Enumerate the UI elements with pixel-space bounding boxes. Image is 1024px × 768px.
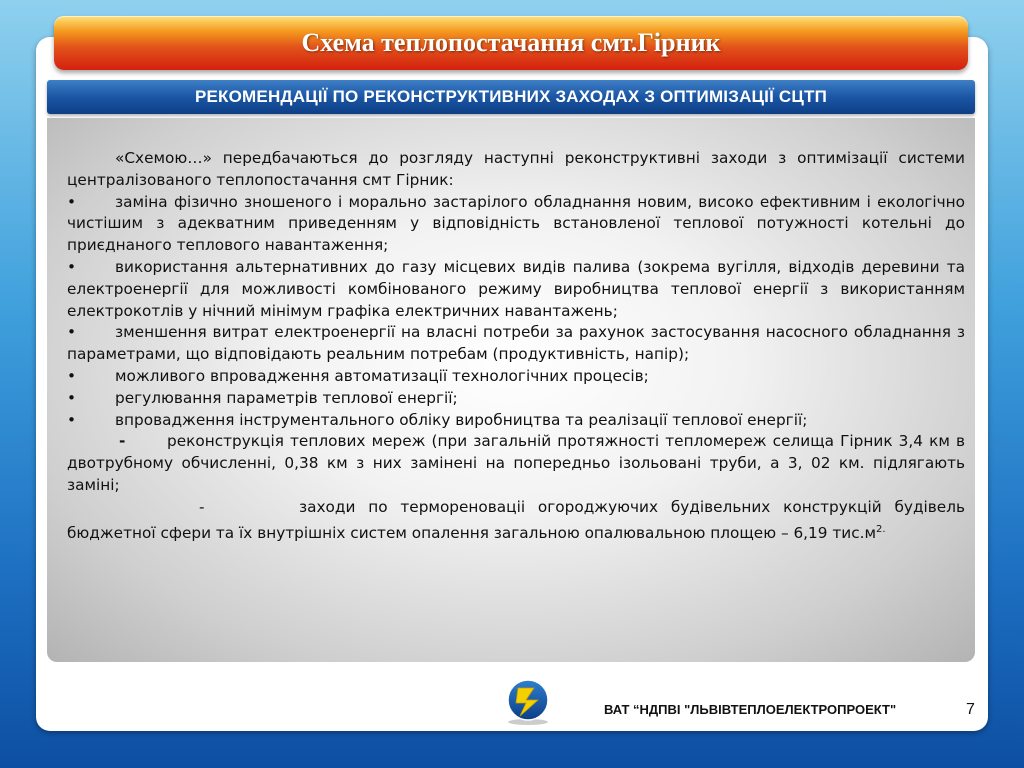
list-item-text: регулювання параметрів теплової енергії;: [115, 388, 458, 407]
bullet-icon: •: [67, 257, 77, 276]
bullet-icon: •: [67, 410, 77, 429]
list-item-text: зменшення витрат електроенергії на власні потреби за рахунок застосування насосного обладнання з параметрами, що відповідають реальним потребам (продуктивність, напір);: [67, 323, 965, 364]
dash-icon: -: [119, 432, 126, 451]
superscript: 2.: [876, 523, 886, 535]
list-item-text: заміна фізично зношеного і морально застарілого обладнання новим, високо ефективним і екологічно чистішим з адекватним приведенням у відповідність встановленої теплової потужності котельні до приєднаного теплового навантаження;: [67, 192, 965, 255]
list-item: [67, 257, 965, 322]
list-item-text: можливого впровадження автоматизації технологічних процесів;: [115, 366, 649, 385]
bullet-icon: •: [67, 192, 77, 211]
dash-item-text: заходи по термореноваціі огороджуючих будівельних конструкцій будівель бюджетної сфери та їх внутрішніх систем опалення загальною опалювальною площею – 6,19 тис.м: [67, 497, 965, 542]
content-panel: [47, 118, 975, 662]
list-item: [67, 322, 965, 366]
bullet-icon: •: [67, 366, 77, 385]
logo-icon: [504, 678, 552, 726]
dash-item: [67, 497, 965, 545]
dash-icon: -: [199, 497, 205, 516]
dash-item: [67, 431, 965, 496]
section-heading: РЕКОМЕНДАЦІЇ ПО РЕКОНСТРУКТИВНИХ ЗАХОДАХ З ОПТИМІЗАЦІЇ СЦТП: [194, 87, 828, 106]
list-item: [67, 388, 965, 410]
body-text: [67, 148, 965, 544]
title-bar: [54, 16, 968, 70]
intro-paragraph: «Схемою…» передбачаються до розгляду наступні реконструктивні заходи з оптимізації системи централізованого теплопостачання смт Гірник:: [67, 149, 965, 189]
footer-company-name: ВАТ “НДПВІ "ЛЬВІВТЕПЛОЕЛЕКТРОПРОЕКТ": [604, 702, 897, 717]
list-item: [67, 366, 965, 388]
list-item-text: впровадження інструментального обліку виробництва та реалізації теплової енергії;: [115, 410, 808, 429]
page-title: Схема теплопостачання смт.Гірник: [301, 28, 721, 57]
subtitle-bar: [47, 80, 975, 114]
bullet-icon: •: [67, 388, 77, 407]
list-item: [67, 410, 965, 432]
bullet-icon: •: [67, 323, 77, 342]
list-item-text: використання альтернативних до газу місцевих видів палива (зокрема вугілля, відходів деревини та електроенергії для можливості комбінованого режиму виробництва теплової енергії з використанням електрокотлів у нічний мінімум графіка електричних навантажень;: [67, 257, 965, 320]
list-item: [67, 192, 965, 257]
dash-item-text: реконструкція теплових мереж (при загальній протяжності тепломереж селища Гірник 3,4 км в двотрубному обчисленні, 0,38 км з них замінені на попередньо ізольовані труби, а 3, 02 км. підлягають заміні;: [67, 432, 965, 494]
company-logo: [504, 678, 552, 726]
page-number: 7: [966, 701, 975, 718]
